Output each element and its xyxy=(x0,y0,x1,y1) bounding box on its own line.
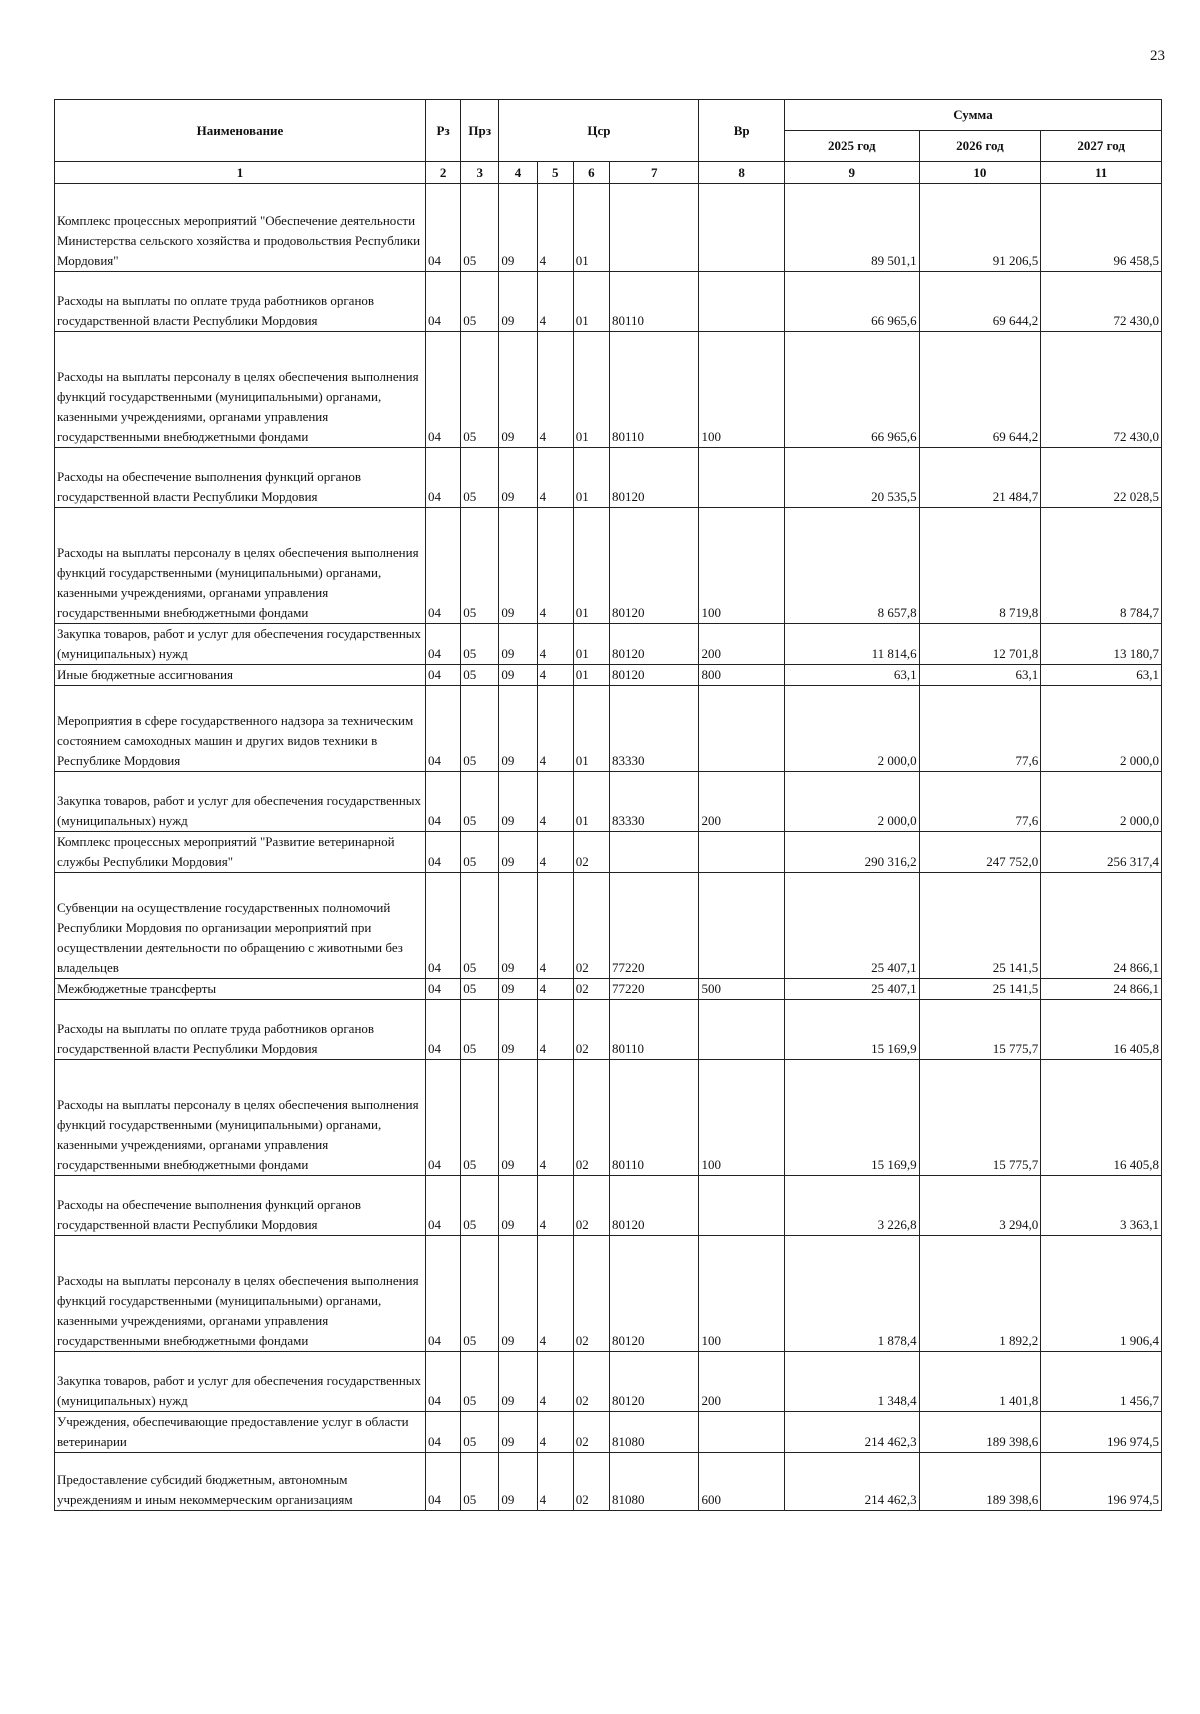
row-name: Закупка товаров, работ и услуг для обеспечения государственных (муниципальных) нужд xyxy=(55,1352,426,1412)
row-sum-2025: 66 965,6 xyxy=(784,332,919,448)
row-sum-2026: 25 141,5 xyxy=(919,873,1041,979)
row-csr-6: 02 xyxy=(573,1000,609,1060)
row-csr-4: 09 xyxy=(499,665,537,686)
col-number: 8 xyxy=(699,162,784,184)
header-sum: Сумма xyxy=(784,100,1161,131)
row-sum-2025: 25 407,1 xyxy=(784,873,919,979)
row-sum-2027: 3 363,1 xyxy=(1041,1176,1162,1236)
row-vr: 200 xyxy=(699,772,784,832)
row-sum-2025: 89 501,1 xyxy=(784,184,919,272)
row-vr: 200 xyxy=(699,1352,784,1412)
row-prz: 05 xyxy=(461,184,499,272)
row-vr xyxy=(699,686,784,772)
row-sum-2025: 15 169,9 xyxy=(784,1060,919,1176)
row-csr-4: 09 xyxy=(499,508,537,624)
row-csr-5: 4 xyxy=(537,1000,573,1060)
row-prz: 05 xyxy=(461,1176,499,1236)
row-csr-7: 80120 xyxy=(609,448,698,508)
row-rz: 04 xyxy=(426,1236,461,1352)
row-csr-6: 01 xyxy=(573,665,609,686)
row-sum-2027: 16 405,8 xyxy=(1041,1000,1162,1060)
row-name: Закупка товаров, работ и услуг для обеспечения государственных (муниципальных) нужд xyxy=(55,624,426,665)
row-sum-2025: 1 348,4 xyxy=(784,1352,919,1412)
row-csr-7: 81080 xyxy=(609,1453,698,1511)
row-rz: 04 xyxy=(426,1352,461,1412)
row-vr: 200 xyxy=(699,624,784,665)
row-name: Закупка товаров, работ и услуг для обеспечения государственных (муниципальных) нужд xyxy=(55,772,426,832)
row-vr xyxy=(699,184,784,272)
row-csr-7: 83330 xyxy=(609,686,698,772)
row-sum-2025: 290 316,2 xyxy=(784,832,919,873)
row-csr-6: 02 xyxy=(573,1060,609,1176)
table-row xyxy=(55,1352,1162,1412)
row-vr xyxy=(699,832,784,873)
row-sum-2027: 72 430,0 xyxy=(1041,332,1162,448)
table-row xyxy=(55,448,1162,508)
row-sum-2026: 69 644,2 xyxy=(919,332,1041,448)
row-sum-2026: 189 398,6 xyxy=(919,1412,1041,1453)
row-sum-2027: 24 866,1 xyxy=(1041,979,1162,1000)
row-prz: 05 xyxy=(461,686,499,772)
row-sum-2027: 22 028,5 xyxy=(1041,448,1162,508)
table-row xyxy=(55,832,1162,873)
row-csr-4: 09 xyxy=(499,979,537,1000)
row-rz: 04 xyxy=(426,979,461,1000)
row-sum-2026: 25 141,5 xyxy=(919,979,1041,1000)
row-csr-6: 02 xyxy=(573,1412,609,1453)
row-sum-2026: 247 752,0 xyxy=(919,832,1041,873)
table-row xyxy=(55,1236,1162,1352)
col-number: 9 xyxy=(784,162,919,184)
row-csr-7: 77220 xyxy=(609,979,698,1000)
col-number: 5 xyxy=(537,162,573,184)
row-rz: 04 xyxy=(426,184,461,272)
row-rz: 04 xyxy=(426,772,461,832)
row-sum-2027: 63,1 xyxy=(1041,665,1162,686)
row-sum-2027: 8 784,7 xyxy=(1041,508,1162,624)
row-csr-7: 80120 xyxy=(609,665,698,686)
row-csr-6: 01 xyxy=(573,624,609,665)
row-prz: 05 xyxy=(461,832,499,873)
row-csr-6: 01 xyxy=(573,448,609,508)
row-sum-2025: 66 965,6 xyxy=(784,272,919,332)
col-number: 2 xyxy=(426,162,461,184)
row-name: Расходы на выплаты персоналу в целях обеспечения выполнения функций государственными (муниципальными) органами, казенными учреждениями, органами управления государственными внебюджетными фондами xyxy=(55,332,426,448)
row-prz: 05 xyxy=(461,448,499,508)
header-year-2026: 2026 год xyxy=(919,131,1041,162)
row-csr-6: 02 xyxy=(573,1176,609,1236)
row-csr-5: 4 xyxy=(537,1176,573,1236)
row-name: Расходы на выплаты персоналу в целях обеспечения выполнения функций государственными (муниципальными) органами, казенными учреждениями, органами управления государственными внебюджетными фондами xyxy=(55,508,426,624)
row-csr-4: 09 xyxy=(499,1236,537,1352)
row-vr: 100 xyxy=(699,1236,784,1352)
row-csr-6: 01 xyxy=(573,686,609,772)
table-row xyxy=(55,1453,1162,1511)
row-csr-5: 4 xyxy=(537,508,573,624)
row-prz: 05 xyxy=(461,1236,499,1352)
row-vr: 100 xyxy=(699,508,784,624)
row-sum-2025: 214 462,3 xyxy=(784,1453,919,1511)
row-sum-2025: 1 878,4 xyxy=(784,1236,919,1352)
row-name: Субвенции на осуществление государственных полномочий Республики Мордовия по организации мероприятий при осуществлении деятельности по обращению с животными без владельцев xyxy=(55,873,426,979)
col-number: 11 xyxy=(1041,162,1162,184)
row-name: Комплекс процессных мероприятий "Развитие ветеринарной службы Республики Мордовия" xyxy=(55,832,426,873)
row-sum-2027: 1 906,4 xyxy=(1041,1236,1162,1352)
row-csr-5: 4 xyxy=(537,448,573,508)
table-row xyxy=(55,772,1162,832)
row-csr-4: 09 xyxy=(499,832,537,873)
row-sum-2025: 8 657,8 xyxy=(784,508,919,624)
row-rz: 04 xyxy=(426,272,461,332)
row-csr-5: 4 xyxy=(537,272,573,332)
row-sum-2027: 256 317,4 xyxy=(1041,832,1162,873)
row-csr-6: 01 xyxy=(573,184,609,272)
row-sum-2025: 2 000,0 xyxy=(784,686,919,772)
row-sum-2027: 196 974,5 xyxy=(1041,1453,1162,1511)
row-prz: 05 xyxy=(461,624,499,665)
table-row xyxy=(55,332,1162,448)
row-rz: 04 xyxy=(426,873,461,979)
row-sum-2026: 91 206,5 xyxy=(919,184,1041,272)
row-csr-7: 80110 xyxy=(609,272,698,332)
row-sum-2027: 2 000,0 xyxy=(1041,686,1162,772)
row-sum-2027: 196 974,5 xyxy=(1041,1412,1162,1453)
col-number: 6 xyxy=(573,162,609,184)
row-rz: 04 xyxy=(426,1060,461,1176)
row-prz: 05 xyxy=(461,1453,499,1511)
row-sum-2025: 214 462,3 xyxy=(784,1412,919,1453)
header-year-2027: 2027 год xyxy=(1041,131,1162,162)
row-rz: 04 xyxy=(426,1412,461,1453)
row-csr-6: 02 xyxy=(573,979,609,1000)
row-csr-6: 02 xyxy=(573,1453,609,1511)
row-sum-2027: 72 430,0 xyxy=(1041,272,1162,332)
row-csr-4: 09 xyxy=(499,772,537,832)
row-prz: 05 xyxy=(461,979,499,1000)
row-sum-2026: 3 294,0 xyxy=(919,1176,1041,1236)
row-csr-5: 4 xyxy=(537,624,573,665)
table-row xyxy=(55,508,1162,624)
row-name: Расходы на выплаты персоналу в целях обеспечения выполнения функций государственными (муниципальными) органами, казенными учреждениями, органами управления государственными внебюджетными фондами xyxy=(55,1060,426,1176)
row-prz: 05 xyxy=(461,772,499,832)
row-vr xyxy=(699,272,784,332)
row-csr-7: 80120 xyxy=(609,1176,698,1236)
row-csr-7: 80120 xyxy=(609,624,698,665)
table-row xyxy=(55,979,1162,1000)
row-sum-2026: 8 719,8 xyxy=(919,508,1041,624)
row-prz: 05 xyxy=(461,508,499,624)
row-prz: 05 xyxy=(461,332,499,448)
row-csr-5: 4 xyxy=(537,1060,573,1176)
row-csr-4: 09 xyxy=(499,448,537,508)
budget-table xyxy=(54,99,1162,1511)
row-csr-4: 09 xyxy=(499,624,537,665)
row-name: Предоставление субсидий бюджетным, автономным учреждениям и иным некоммерческим организациям xyxy=(55,1453,426,1511)
row-sum-2026: 77,6 xyxy=(919,686,1041,772)
row-csr-4: 09 xyxy=(499,1352,537,1412)
row-vr xyxy=(699,1412,784,1453)
table-row xyxy=(55,1000,1162,1060)
row-rz: 04 xyxy=(426,508,461,624)
row-csr-4: 09 xyxy=(499,272,537,332)
table-row xyxy=(55,184,1162,272)
row-rz: 04 xyxy=(426,832,461,873)
row-sum-2025: 2 000,0 xyxy=(784,772,919,832)
row-csr-7: 80120 xyxy=(609,1236,698,1352)
table-row xyxy=(55,665,1162,686)
row-sum-2026: 21 484,7 xyxy=(919,448,1041,508)
row-csr-4: 09 xyxy=(499,184,537,272)
table-row xyxy=(55,272,1162,332)
row-vr xyxy=(699,1176,784,1236)
row-csr-6: 01 xyxy=(573,272,609,332)
row-csr-7: 80110 xyxy=(609,1000,698,1060)
row-csr-7: 80120 xyxy=(609,508,698,624)
row-prz: 05 xyxy=(461,1412,499,1453)
header-row-numbers xyxy=(55,162,1162,184)
row-csr-5: 4 xyxy=(537,1453,573,1511)
row-sum-2025: 11 814,6 xyxy=(784,624,919,665)
header-csr: Цср xyxy=(499,100,699,162)
row-csr-5: 4 xyxy=(537,1412,573,1453)
row-csr-4: 09 xyxy=(499,1060,537,1176)
row-sum-2026: 12 701,8 xyxy=(919,624,1041,665)
row-sum-2025: 25 407,1 xyxy=(784,979,919,1000)
row-sum-2025: 63,1 xyxy=(784,665,919,686)
row-prz: 05 xyxy=(461,873,499,979)
row-csr-7: 80120 xyxy=(609,1352,698,1412)
row-sum-2027: 2 000,0 xyxy=(1041,772,1162,832)
row-name: Учреждения, обеспечивающие предоставление услуг в области ветеринарии xyxy=(55,1412,426,1453)
row-rz: 04 xyxy=(426,332,461,448)
row-sum-2027: 13 180,7 xyxy=(1041,624,1162,665)
row-name: Расходы на обеспечение выполнения функций органов государственной власти Республики Мордовия xyxy=(55,1176,426,1236)
header-prz: Прз xyxy=(461,100,499,162)
header-year-2025: 2025 год xyxy=(784,131,919,162)
row-csr-6: 02 xyxy=(573,1352,609,1412)
row-sum-2026: 1 401,8 xyxy=(919,1352,1041,1412)
col-number: 10 xyxy=(919,162,1041,184)
row-rz: 04 xyxy=(426,665,461,686)
table-row xyxy=(55,624,1162,665)
row-csr-7 xyxy=(609,184,698,272)
row-name: Мероприятия в сфере государственного надзора за техническим состоянием самоходных машин и других видов техники в Республике Мордовия xyxy=(55,686,426,772)
row-vr xyxy=(699,1000,784,1060)
row-sum-2027: 24 866,1 xyxy=(1041,873,1162,979)
row-sum-2026: 69 644,2 xyxy=(919,272,1041,332)
row-prz: 05 xyxy=(461,665,499,686)
row-csr-7: 80110 xyxy=(609,332,698,448)
row-name: Расходы на выплаты по оплате труда работников органов государственной власти Республики Мордовия xyxy=(55,272,426,332)
row-prz: 05 xyxy=(461,1000,499,1060)
table-row xyxy=(55,1176,1162,1236)
row-csr-5: 4 xyxy=(537,665,573,686)
col-number: 7 xyxy=(609,162,698,184)
row-rz: 04 xyxy=(426,624,461,665)
row-vr xyxy=(699,448,784,508)
row-vr: 100 xyxy=(699,1060,784,1176)
row-csr-6: 02 xyxy=(573,873,609,979)
page-number: 23 xyxy=(1150,48,1165,64)
col-number: 1 xyxy=(55,162,426,184)
row-sum-2025: 3 226,8 xyxy=(784,1176,919,1236)
row-csr-4: 09 xyxy=(499,332,537,448)
row-csr-4: 09 xyxy=(499,1176,537,1236)
row-rz: 04 xyxy=(426,448,461,508)
row-vr: 600 xyxy=(699,1453,784,1511)
header-vr: Вр xyxy=(699,100,784,162)
row-rz: 04 xyxy=(426,1176,461,1236)
row-vr xyxy=(699,873,784,979)
table-body xyxy=(55,184,1162,1511)
row-sum-2025: 20 535,5 xyxy=(784,448,919,508)
row-prz: 05 xyxy=(461,1352,499,1412)
row-csr-5: 4 xyxy=(537,184,573,272)
row-csr-7: 77220 xyxy=(609,873,698,979)
row-sum-2025: 15 169,9 xyxy=(784,1000,919,1060)
row-name: Комплекс процессных мероприятий "Обеспечение деятельности Министерства сельского хозяйства и продовольствия Республики Мордовия" xyxy=(55,184,426,272)
row-sum-2026: 15 775,7 xyxy=(919,1060,1041,1176)
row-csr-4: 09 xyxy=(499,686,537,772)
row-sum-2026: 15 775,7 xyxy=(919,1000,1041,1060)
table-row xyxy=(55,1060,1162,1176)
row-csr-5: 4 xyxy=(537,1236,573,1352)
table-row xyxy=(55,686,1162,772)
row-csr-6: 01 xyxy=(573,772,609,832)
row-prz: 05 xyxy=(461,272,499,332)
row-rz: 04 xyxy=(426,1453,461,1511)
row-csr-5: 4 xyxy=(537,832,573,873)
table-row xyxy=(55,873,1162,979)
row-vr: 800 xyxy=(699,665,784,686)
row-csr-5: 4 xyxy=(537,1352,573,1412)
row-csr-6: 01 xyxy=(573,508,609,624)
row-csr-7: 83330 xyxy=(609,772,698,832)
row-vr: 500 xyxy=(699,979,784,1000)
row-sum-2027: 16 405,8 xyxy=(1041,1060,1162,1176)
row-csr-4: 09 xyxy=(499,1453,537,1511)
row-csr-5: 4 xyxy=(537,332,573,448)
row-csr-6: 02 xyxy=(573,1236,609,1352)
row-csr-5: 4 xyxy=(537,873,573,979)
row-name: Расходы на обеспечение выполнения функций органов государственной власти Республики Мордовия xyxy=(55,448,426,508)
row-name: Иные бюджетные ассигнования xyxy=(55,665,426,686)
row-sum-2026: 63,1 xyxy=(919,665,1041,686)
col-number: 4 xyxy=(499,162,537,184)
row-csr-5: 4 xyxy=(537,686,573,772)
row-prz: 05 xyxy=(461,1060,499,1176)
row-csr-7: 81080 xyxy=(609,1412,698,1453)
row-csr-5: 4 xyxy=(537,772,573,832)
row-csr-4: 09 xyxy=(499,1412,537,1453)
row-csr-7 xyxy=(609,832,698,873)
row-rz: 04 xyxy=(426,686,461,772)
row-sum-2026: 189 398,6 xyxy=(919,1453,1041,1511)
header-row-top xyxy=(55,100,1162,131)
row-sum-2026: 77,6 xyxy=(919,772,1041,832)
header-name: Наименование xyxy=(55,100,426,162)
row-sum-2027: 96 458,5 xyxy=(1041,184,1162,272)
row-rz: 04 xyxy=(426,1000,461,1060)
table-row xyxy=(55,1412,1162,1453)
row-name: Межбюджетные трансферты xyxy=(55,979,426,1000)
row-csr-7: 80110 xyxy=(609,1060,698,1176)
row-csr-4: 09 xyxy=(499,1000,537,1060)
row-name: Расходы на выплаты персоналу в целях обеспечения выполнения функций государственными (муниципальными) органами, казенными учреждениями, органами управления государственными внебюджетными фондами xyxy=(55,1236,426,1352)
row-csr-4: 09 xyxy=(499,873,537,979)
row-sum-2026: 1 892,2 xyxy=(919,1236,1041,1352)
row-name: Расходы на выплаты по оплате труда работников органов государственной власти Республики Мордовия xyxy=(55,1000,426,1060)
row-csr-6: 02 xyxy=(573,832,609,873)
row-vr: 100 xyxy=(699,332,784,448)
col-number: 3 xyxy=(461,162,499,184)
row-csr-6: 01 xyxy=(573,332,609,448)
row-csr-5: 4 xyxy=(537,979,573,1000)
header-rz: Рз xyxy=(426,100,461,162)
row-sum-2027: 1 456,7 xyxy=(1041,1352,1162,1412)
